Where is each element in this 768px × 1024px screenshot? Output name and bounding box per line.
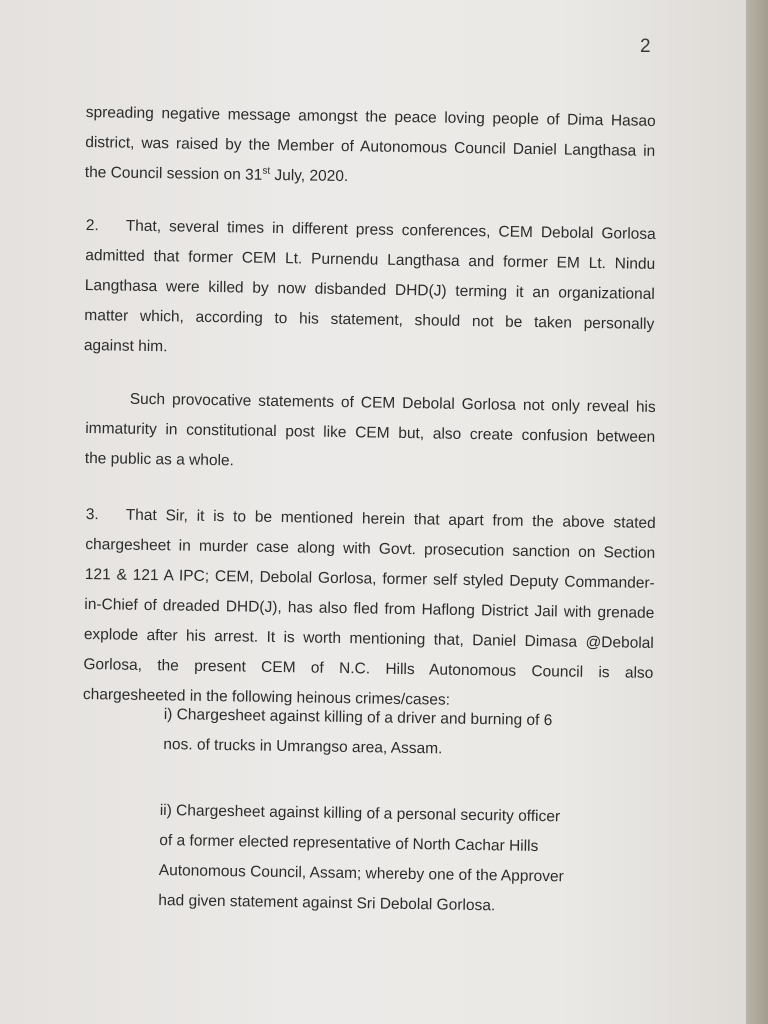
- paragraph-2: [84, 211, 656, 370]
- case-item-2: [158, 796, 600, 923]
- text-line: ii) Chargesheet against killing of a personal security officer: [159, 801, 561, 826]
- case-item-1: [163, 700, 604, 767]
- text-line: Langthasa were killed by now disbanded DHD(J) terming it an organizational: [84, 276, 655, 303]
- text-line: in-Chief of dreaded DHD(J), has also fled from Haflong District Jail with grenade: [84, 595, 655, 622]
- text-line: had given statement against Sri Debolal Gorlosa.: [158, 891, 496, 915]
- text-line: the public as a whole.: [84, 449, 235, 470]
- paragraph-continued: [85, 98, 656, 197]
- text-line: 121 & 121 A IPC; CEM, Debolal Gorlosa, former self styled Deputy Commander-: [84, 565, 655, 592]
- text-line: Such provocative statements of CEM Debolal Gorlosa not only reveal his: [129, 390, 656, 416]
- text-line-date: the Council session on 31st July, 2020.: [84, 163, 349, 186]
- paragraph-3: [83, 500, 656, 719]
- text-line: spreading negative message amongst the peace loving people of Dima Hasao: [85, 103, 656, 130]
- text-line: chargesheet in murder case along with Govt. prosecution sanction on Section: [85, 535, 656, 562]
- text-line: Gorlosa, the present CEM of N.C. Hills Autonomous Council is also: [83, 655, 654, 682]
- text-line: Autonomous Council, Assam; whereby one of the Approver: [158, 861, 564, 886]
- text-line: matter which, according to his statement, should not be taken personally: [84, 306, 655, 333]
- text-line-content: That, several times in different press conferences, CEM Debolal Gorlosa: [125, 217, 656, 243]
- text-line: nos. of trucks in Umrangso area, Assam.: [163, 735, 443, 758]
- text-line: immaturity in constitutional post like CEM but, also create confusion between: [85, 419, 656, 446]
- background-edge: [746, 0, 768, 1024]
- paragraph-number: 3.: [85, 505, 99, 524]
- text-line: district, was raised by the Member of Autonomous Council Daniel Langthasa in: [85, 133, 656, 160]
- text-line: explode after his arrest. It is worth mentioning that, Daniel Dimasa @Debolal: [83, 625, 654, 652]
- paragraph-number: 2.: [85, 216, 99, 235]
- text-line: admitted that former CEM Lt. Purnendu Langthasa and former EM Lt. Nindu: [85, 246, 656, 273]
- text-line: i) Chargesheet against killing of a driver and burning of 6: [163, 705, 553, 730]
- text-line: of a former elected representative of North Cachar Hills: [159, 831, 539, 855]
- text-line: against him.: [83, 336, 168, 356]
- page-number: 2: [640, 36, 651, 57]
- paragraph-provocative: [85, 384, 656, 483]
- text-line-content: That Sir, it is to be mentioned herein that apart from the above stated: [125, 506, 656, 532]
- text-line: chargesheeted in the following heinous crimes/cases:: [82, 685, 451, 709]
